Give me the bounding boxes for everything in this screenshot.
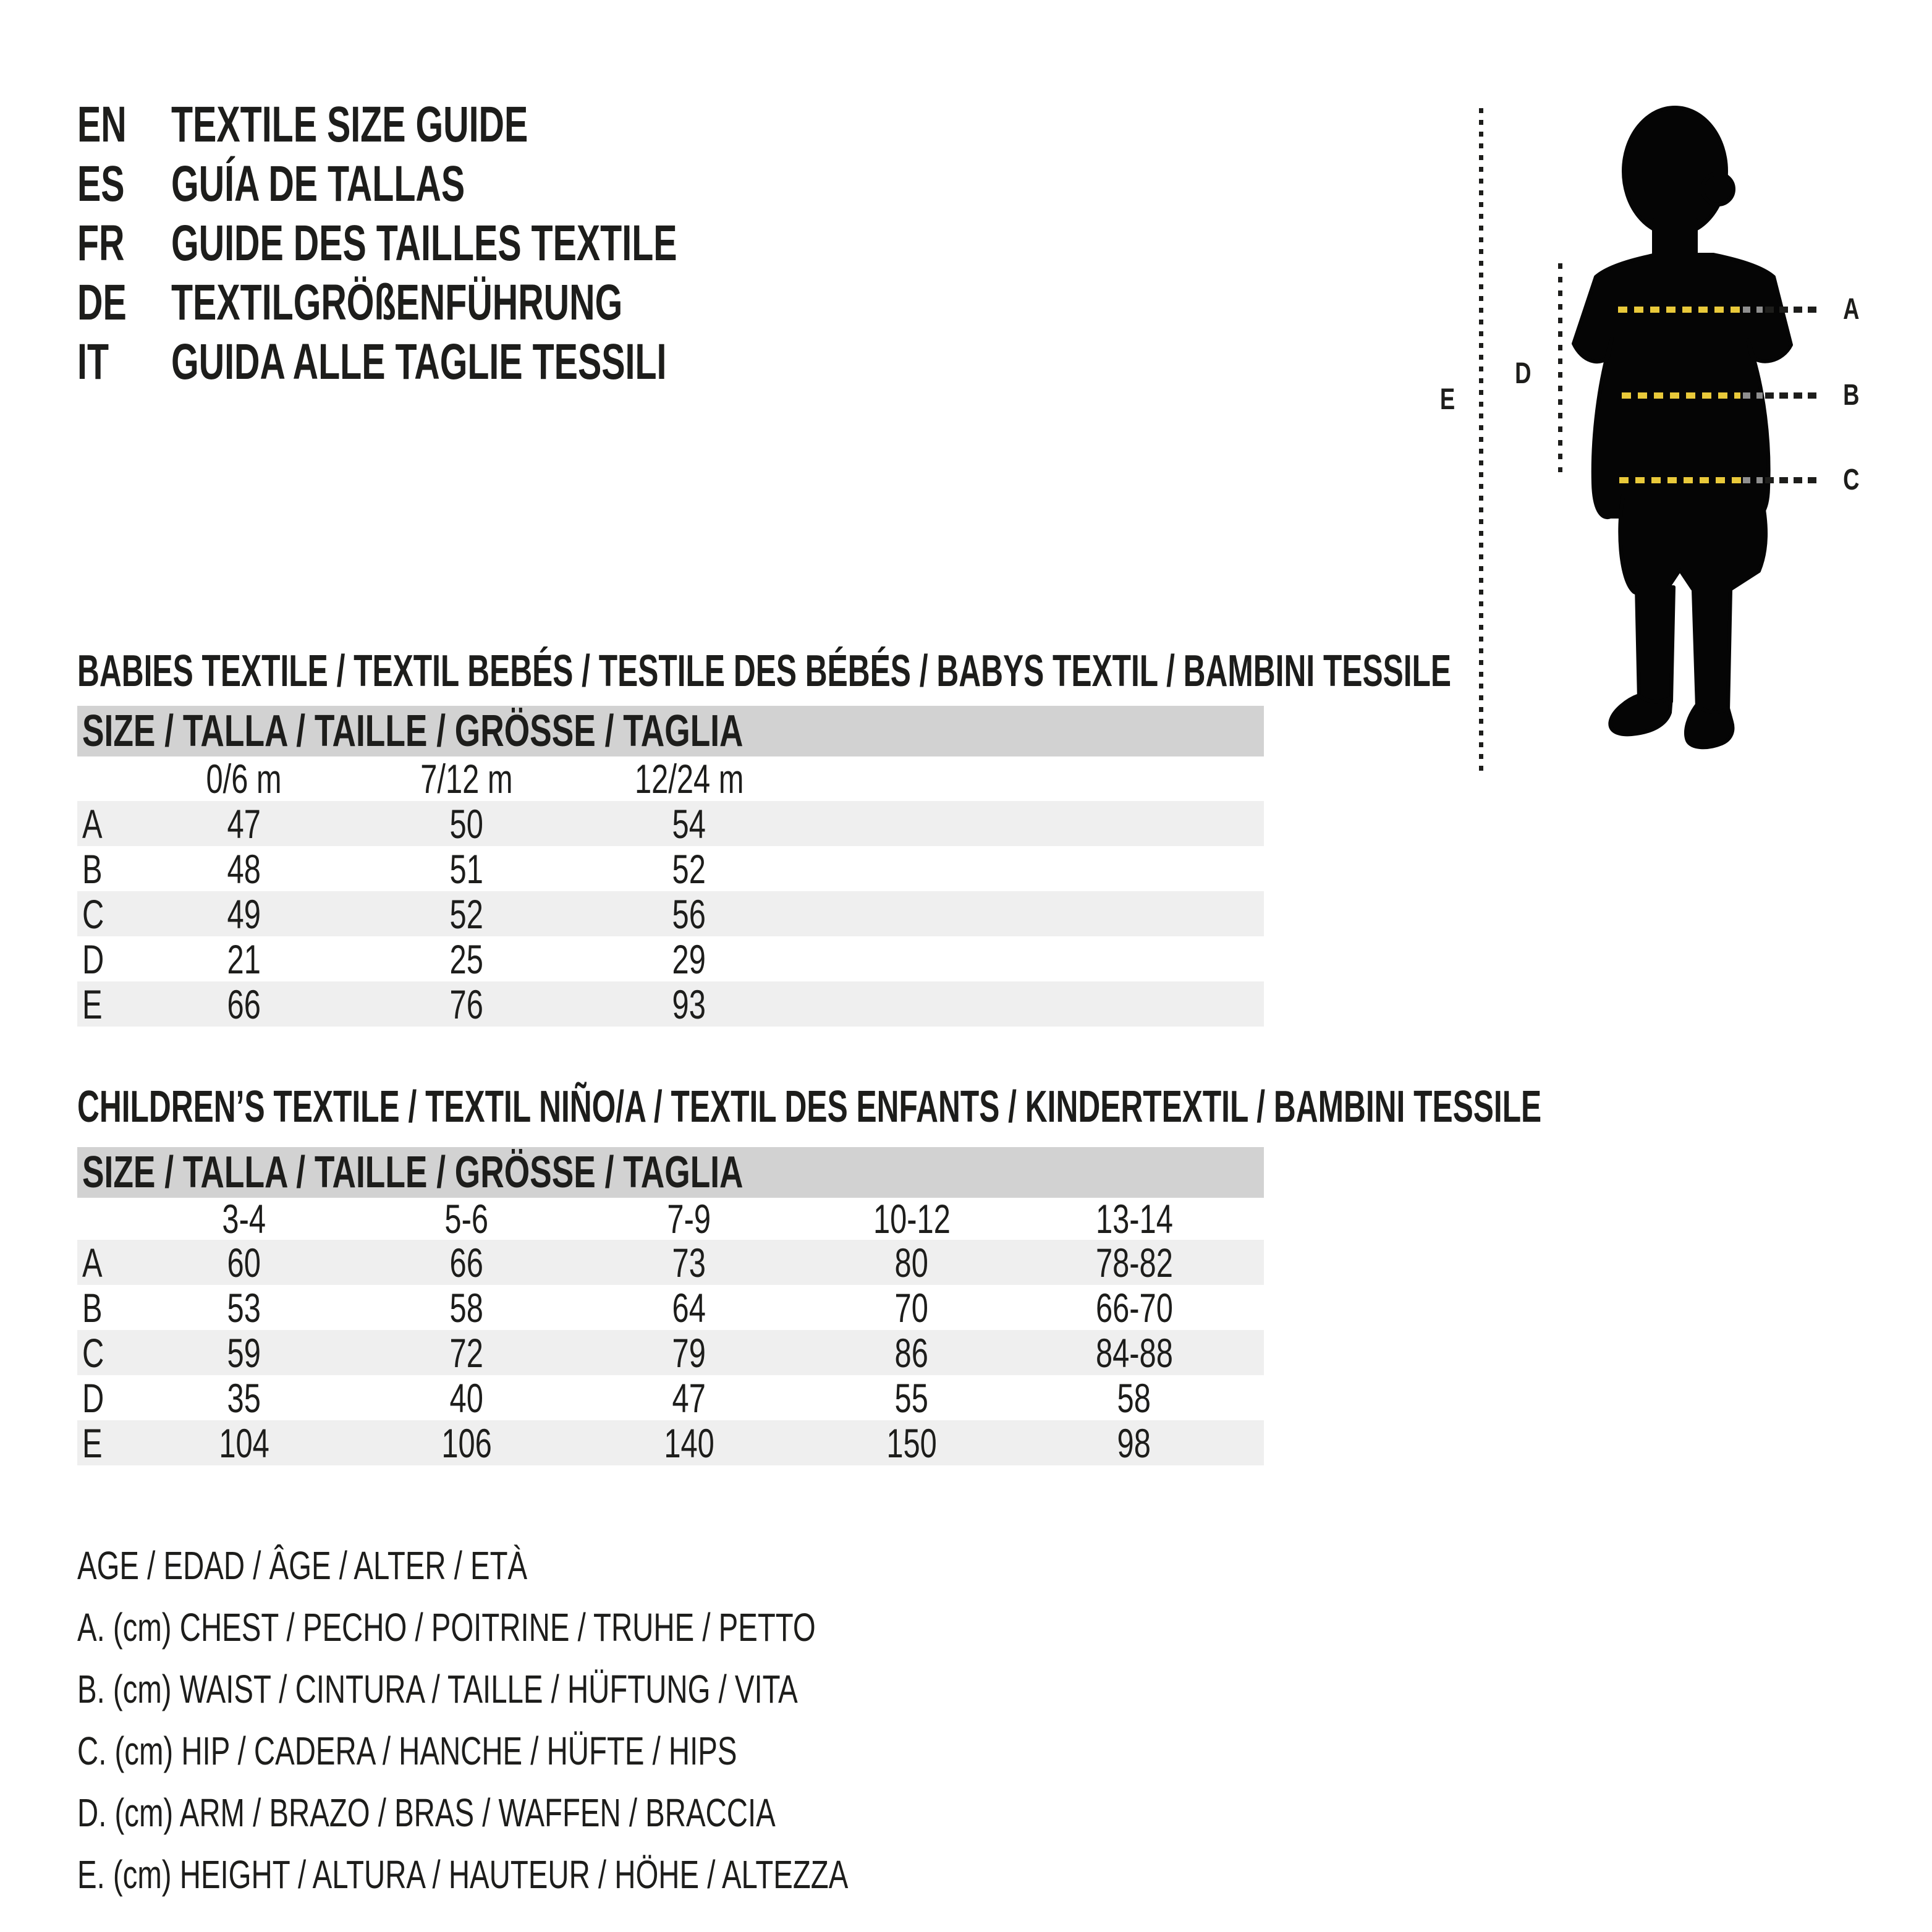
children-col-3: 10-12 xyxy=(873,1196,951,1242)
babies-row-d: D 21 25 29 xyxy=(82,936,706,982)
chest-measure-line-a-fade xyxy=(1743,307,1763,313)
silhouette-head xyxy=(1624,108,1726,235)
silhouette-right-leg xyxy=(1693,590,1731,714)
child-silhouette xyxy=(1570,99,1817,816)
children-col-1: 5-6 xyxy=(444,1196,489,1242)
lang-row-es xyxy=(77,155,894,214)
figure-label-a: A xyxy=(1843,293,1860,326)
lang-code-it: IT xyxy=(77,334,109,390)
measurement-figure xyxy=(1433,99,1921,828)
babies-col-0: 0/6 m xyxy=(206,756,282,802)
lang-row-fr xyxy=(77,214,894,273)
children-headline: CHILDREN’S TEXTILE / TEXTIL NIÑO/A / TEXTIL DES ENFANTS / KINDERTEXTIL / BAMBINI TESSILE xyxy=(77,1082,1542,1132)
legend-hip: C. (cm) HIP / CADERA / HANCHE / HÜFTE / HIPS xyxy=(77,1729,737,1773)
lang-row-en xyxy=(77,95,894,155)
waist-measure-line-b-yellow xyxy=(1622,392,1740,399)
babies-col-2: 12/24 m xyxy=(634,756,744,802)
silhouette-right-shoe xyxy=(1686,705,1732,747)
lang-title-it: GUIDA ALLE TAGLIE TESSILI xyxy=(171,334,667,390)
babies-column-header-row xyxy=(77,756,1264,801)
babies-row-c: C 49 52 56 xyxy=(77,891,1264,936)
lang-code-fr: FR xyxy=(77,215,125,271)
children-row-e: E 104 106 140 150 98 xyxy=(77,1420,1264,1465)
lang-code-es: ES xyxy=(77,156,125,212)
babies-section xyxy=(77,646,1452,1032)
figure-label-c: C xyxy=(1843,464,1860,496)
legend-age: AGE / EDAD / ÂGE / ALTER / ETÀ xyxy=(77,1543,528,1588)
lang-code-de: DE xyxy=(77,274,127,331)
babies-headline: BABIES TEXTILE / TEXTIL BEBÉS / TESTILE DES BÉBÉS / BABYS TEXTIL / BAMBINI TESSILE xyxy=(77,646,1452,696)
children-size-header-bar xyxy=(77,1147,1264,1198)
babies-row-e: E 66 76 93 xyxy=(77,981,1264,1027)
arm-measure-line-d xyxy=(1558,263,1562,472)
hip-measure-line-c-fade xyxy=(1743,477,1763,483)
lang-row-de xyxy=(77,273,894,333)
figure-label-b: B xyxy=(1843,379,1860,412)
language-title-list xyxy=(77,95,894,392)
legend-arm: D. (cm) ARM / BRAZO / BRAS / WAFFEN / BRACCIA xyxy=(77,1790,776,1835)
lang-title-en: TEXTILE SIZE GUIDE xyxy=(171,96,528,153)
legend-height: E. (cm) HEIGHT / ALTURA / HAUTEUR / HÖHE / ALTEZZA xyxy=(77,1852,849,1897)
babies-size-table xyxy=(77,756,1264,1027)
legend-waist: B. (cm) WAIST / CINTURA / TAILLE / HÜFTUNG / VITA xyxy=(77,1667,798,1711)
lang-title-es: GUÍA DE TALLAS xyxy=(171,156,465,212)
children-section xyxy=(77,1082,1542,1480)
children-size-header-label: SIZE / TALLA / TAILLE / GRÖSSE / TAGLIA xyxy=(82,1148,744,1197)
silhouette-shorts xyxy=(1620,496,1766,597)
children-row-d: D 35 40 47 55 58 xyxy=(82,1375,1151,1421)
hip-measure-line-c-yellow xyxy=(1619,477,1742,483)
babies-col-1: 7/12 m xyxy=(420,756,513,802)
children-row-c: C 59 72 79 86 84-88 xyxy=(77,1330,1264,1375)
lang-title-de: TEXTILGRÖßENFÜHRUNG xyxy=(171,274,623,331)
waist-measure-line-b xyxy=(1765,392,1822,399)
legend-chest: A. (cm) CHEST / PECHO / POITRINE / TRUHE / PETTO xyxy=(77,1605,816,1650)
children-col-0: 3-4 xyxy=(222,1196,266,1242)
babies-row-b: B 48 51 52 xyxy=(82,845,706,892)
babies-row-a: A 47 50 54 xyxy=(77,801,1264,846)
figure-label-d: D xyxy=(1515,357,1532,390)
hip-measure-line-c xyxy=(1765,477,1822,483)
babies-size-header-bar xyxy=(77,706,1264,756)
silhouette-left-leg xyxy=(1637,587,1674,706)
lang-title-fr: GUIDE DES TAILLES TEXTILE xyxy=(171,215,677,271)
chest-measure-line-a-yellow xyxy=(1618,307,1740,313)
figure-label-e: E xyxy=(1439,383,1455,416)
children-size-table xyxy=(77,1198,1264,1465)
children-col-2: 7-9 xyxy=(667,1196,711,1242)
children-col-4: 13-14 xyxy=(1095,1196,1173,1242)
chest-measure-line-a xyxy=(1765,307,1822,313)
silhouette-left-shoe xyxy=(1610,695,1671,734)
babies-size-header-label: SIZE / TALLA / TAILLE / GRÖSSE / TAGLIA xyxy=(82,706,744,756)
lang-row-it xyxy=(77,333,894,392)
height-measure-line-e xyxy=(1479,108,1483,773)
children-row-b: B 53 58 64 70 66-70 xyxy=(82,1284,1173,1331)
lang-code-en: EN xyxy=(77,96,127,153)
children-column-header-row xyxy=(77,1198,1264,1240)
waist-measure-line-b-fade xyxy=(1743,392,1763,399)
children-row-a: A 60 66 73 80 78-82 xyxy=(77,1240,1264,1285)
silhouette-hair xyxy=(1703,174,1734,205)
measurement-legend xyxy=(77,1535,1119,1905)
